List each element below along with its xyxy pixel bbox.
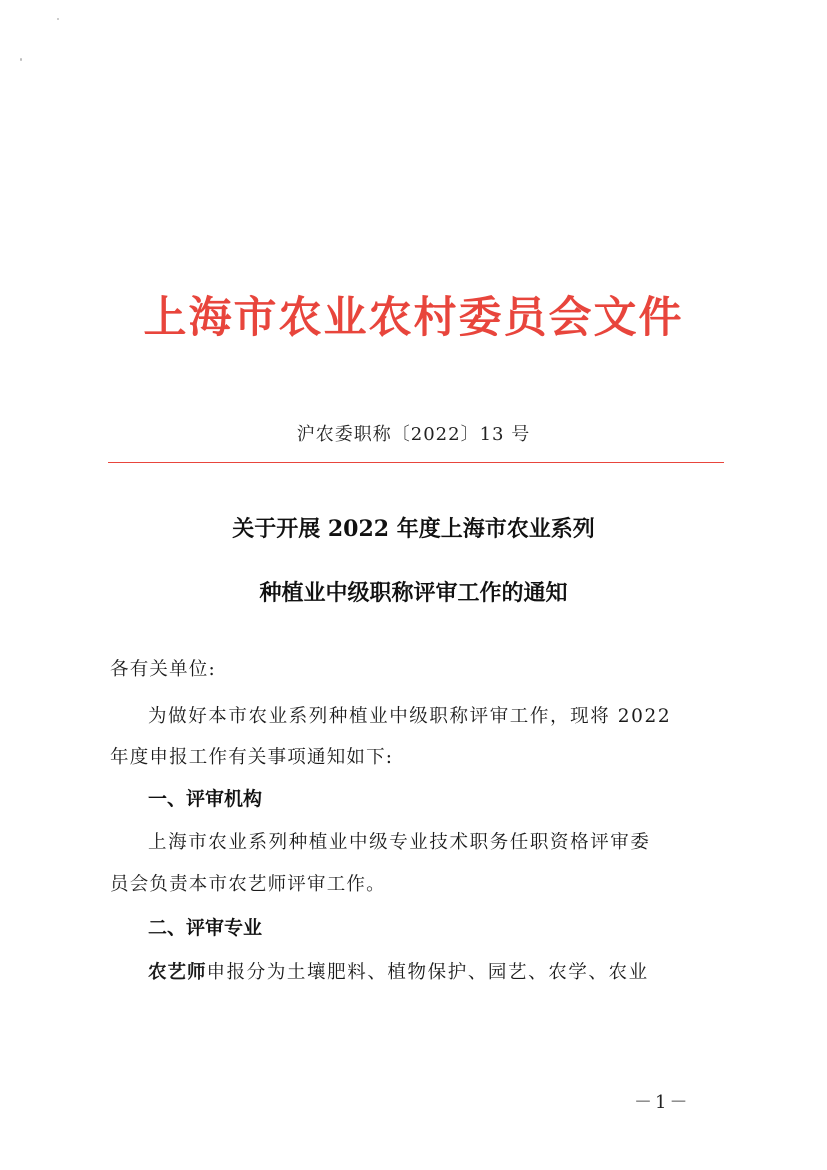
section-heading-1: 一、评审机构 (148, 788, 263, 810)
paragraph-3-line-1 (148, 958, 649, 984)
paragraph-1-line-1: 为做好本市农业系列种植业中级职称评审工作，现将 2022 (148, 706, 672, 727)
document-number: 沪农委职称〔2022〕13 号 (296, 424, 531, 445)
paragraph-3-text: 申报分为土壤肥料、植物保护、园艺、农学、农业 (206, 962, 649, 983)
issuer-header: 上海市农业农村委员会文件 (143, 293, 684, 343)
section-heading-2: 二、评审专业 (148, 917, 263, 939)
paragraph-2-line-1: 上海市农业系列种植业中级专业技术职务任职资格评审委 (148, 832, 651, 853)
scan-speck (20, 58, 22, 61)
scan-speck (57, 18, 59, 20)
subject-title-line-1: 关于开展 2022 年度上海市农业系列 (232, 516, 595, 542)
page-number: －1－ (634, 1092, 691, 1113)
red-separator-line (108, 462, 724, 463)
paragraph-2-line-2: 员会负责本市农艺师评审工作。 (110, 874, 386, 895)
salutation: 各有关单位: (110, 659, 216, 680)
subject-title-line-2: 种植业中级职称评审工作的通知 (259, 580, 568, 606)
paragraph-3-bold-term: 农艺师 (148, 962, 207, 983)
paragraph-1-line-2: 年度申报工作有关事项通知如下: (110, 747, 394, 768)
